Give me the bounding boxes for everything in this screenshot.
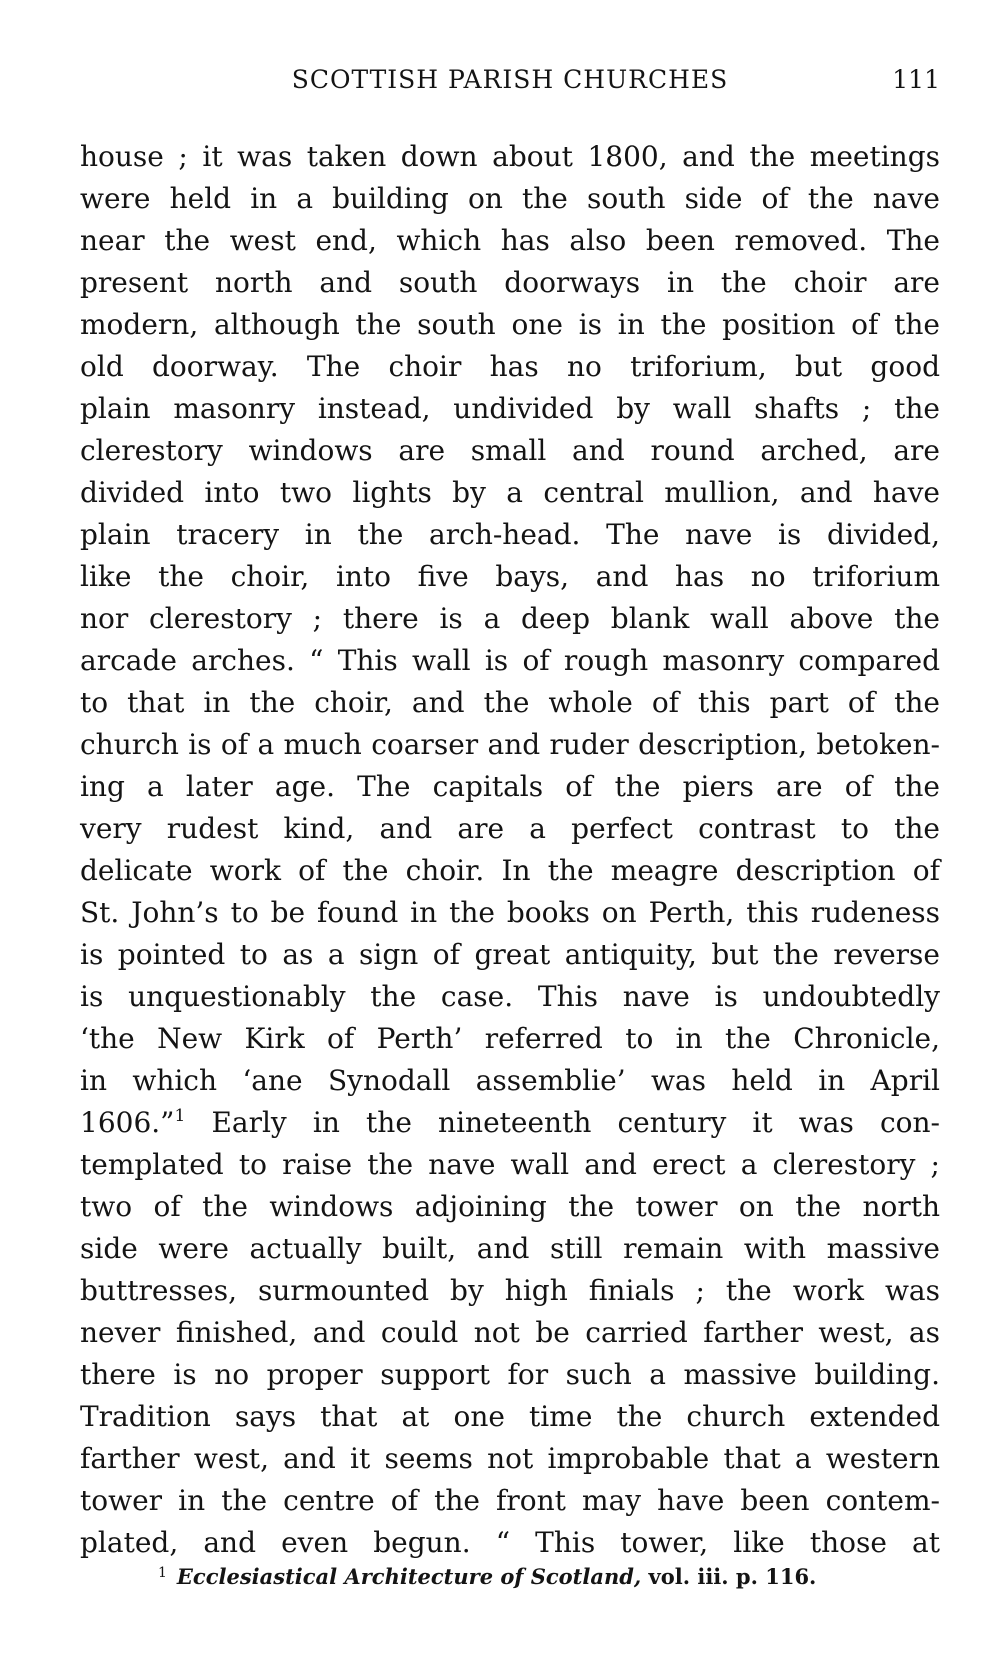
text-line: very rudest kind, and are a perfect contrast to the bbox=[80, 812, 940, 845]
text-line: never finished, and could not be carried farther west, as bbox=[80, 1316, 940, 1349]
text-line: farther west, and it seems not improbable that a western bbox=[80, 1442, 940, 1475]
text-line: divided into two lights by a central mullion, and have bbox=[80, 476, 940, 509]
text-line: St. John’s to be found in the books on Perth, this rudeness bbox=[80, 896, 940, 929]
text-line: to that in the choir, and the whole of this part of the bbox=[80, 686, 940, 719]
body-text bbox=[80, 136, 940, 1564]
footnote-citation: vol. iii. p. 116. bbox=[641, 1564, 817, 1589]
text-line: house ; it was taken down about 1800, and the meetings bbox=[80, 140, 940, 173]
footnote bbox=[158, 1556, 918, 1590]
text-line-continuation: Early in the nineteenth century it was con- bbox=[185, 1106, 940, 1139]
text-line: ‘the New Kirk of Perth’ referred to in the Chronicle, bbox=[80, 1022, 940, 1055]
text-line: arcade arches. “ This wall is of rough masonry compared bbox=[80, 644, 940, 677]
text-line: ing a later age. The capitals of the piers are of the bbox=[80, 770, 940, 803]
running-title: SCOTTISH PARISH CHURCHES bbox=[291, 65, 729, 94]
text-line: modern, although the south one is in the position of the bbox=[80, 308, 940, 341]
text-line: is unquestionably the case. This nave is undoubtedly bbox=[80, 980, 940, 1013]
text-line: were held in a building on the south side of the nave bbox=[80, 182, 940, 215]
text-line: side were actually built, and still remain with massive bbox=[80, 1232, 940, 1265]
page-number: 111 bbox=[892, 65, 940, 94]
text-line: near the west end, which has also been removed. The bbox=[80, 224, 940, 257]
text-line: delicate work of the choir. In the meagre description of bbox=[80, 854, 940, 887]
footnote-mark: 1 bbox=[158, 1565, 167, 1581]
text-line: plain masonry instead, undivided by wall shafts ; the bbox=[80, 392, 940, 425]
running-head bbox=[80, 60, 940, 100]
text-line: there is no proper support for such a massive building. bbox=[80, 1358, 940, 1391]
text-line: is pointed to as a sign of great antiquity, but the reverse bbox=[80, 938, 940, 971]
text-line: old doorway. The choir has no triforium, but good bbox=[80, 350, 940, 383]
text-line: in which ‘ane Synodall assemblie’ was held in April bbox=[80, 1064, 940, 1097]
text-line: templated to raise the nave wall and erect a clerestory ; bbox=[80, 1148, 940, 1181]
text-line: Tradition says that at one time the church extended bbox=[80, 1400, 940, 1433]
text-line: clerestory windows are small and round arched, are bbox=[80, 434, 940, 467]
text-line: church is of a much coarser and ruder description, betoken- bbox=[80, 728, 940, 761]
text-line: two of the windows adjoining the tower on the north bbox=[80, 1190, 940, 1223]
text-line: plain tracery in the arch-head. The nave is divided, bbox=[80, 518, 940, 551]
footnote-reference: 1 bbox=[174, 1106, 186, 1126]
text-line: tower in the centre of the front may have been contem- bbox=[80, 1484, 940, 1517]
text-line: like the choir, into five bays, and has no triforium bbox=[80, 560, 940, 593]
text-line: present north and south doorways in the choir are bbox=[80, 266, 940, 299]
footnote-source-title: Ecclesiastical Architecture of Scotland, bbox=[176, 1564, 642, 1589]
text-line: 1606.”$^1$ Early in the nineteenth century it was con- bbox=[80, 1106, 940, 1139]
text-line: plated, and even begun. “ This tower, like those at bbox=[80, 1526, 940, 1559]
text-line: nor clerestory ; there is a deep blank wall above the bbox=[80, 602, 940, 635]
text-line: buttresses, surmounted by high finials ; the work was bbox=[80, 1274, 940, 1307]
